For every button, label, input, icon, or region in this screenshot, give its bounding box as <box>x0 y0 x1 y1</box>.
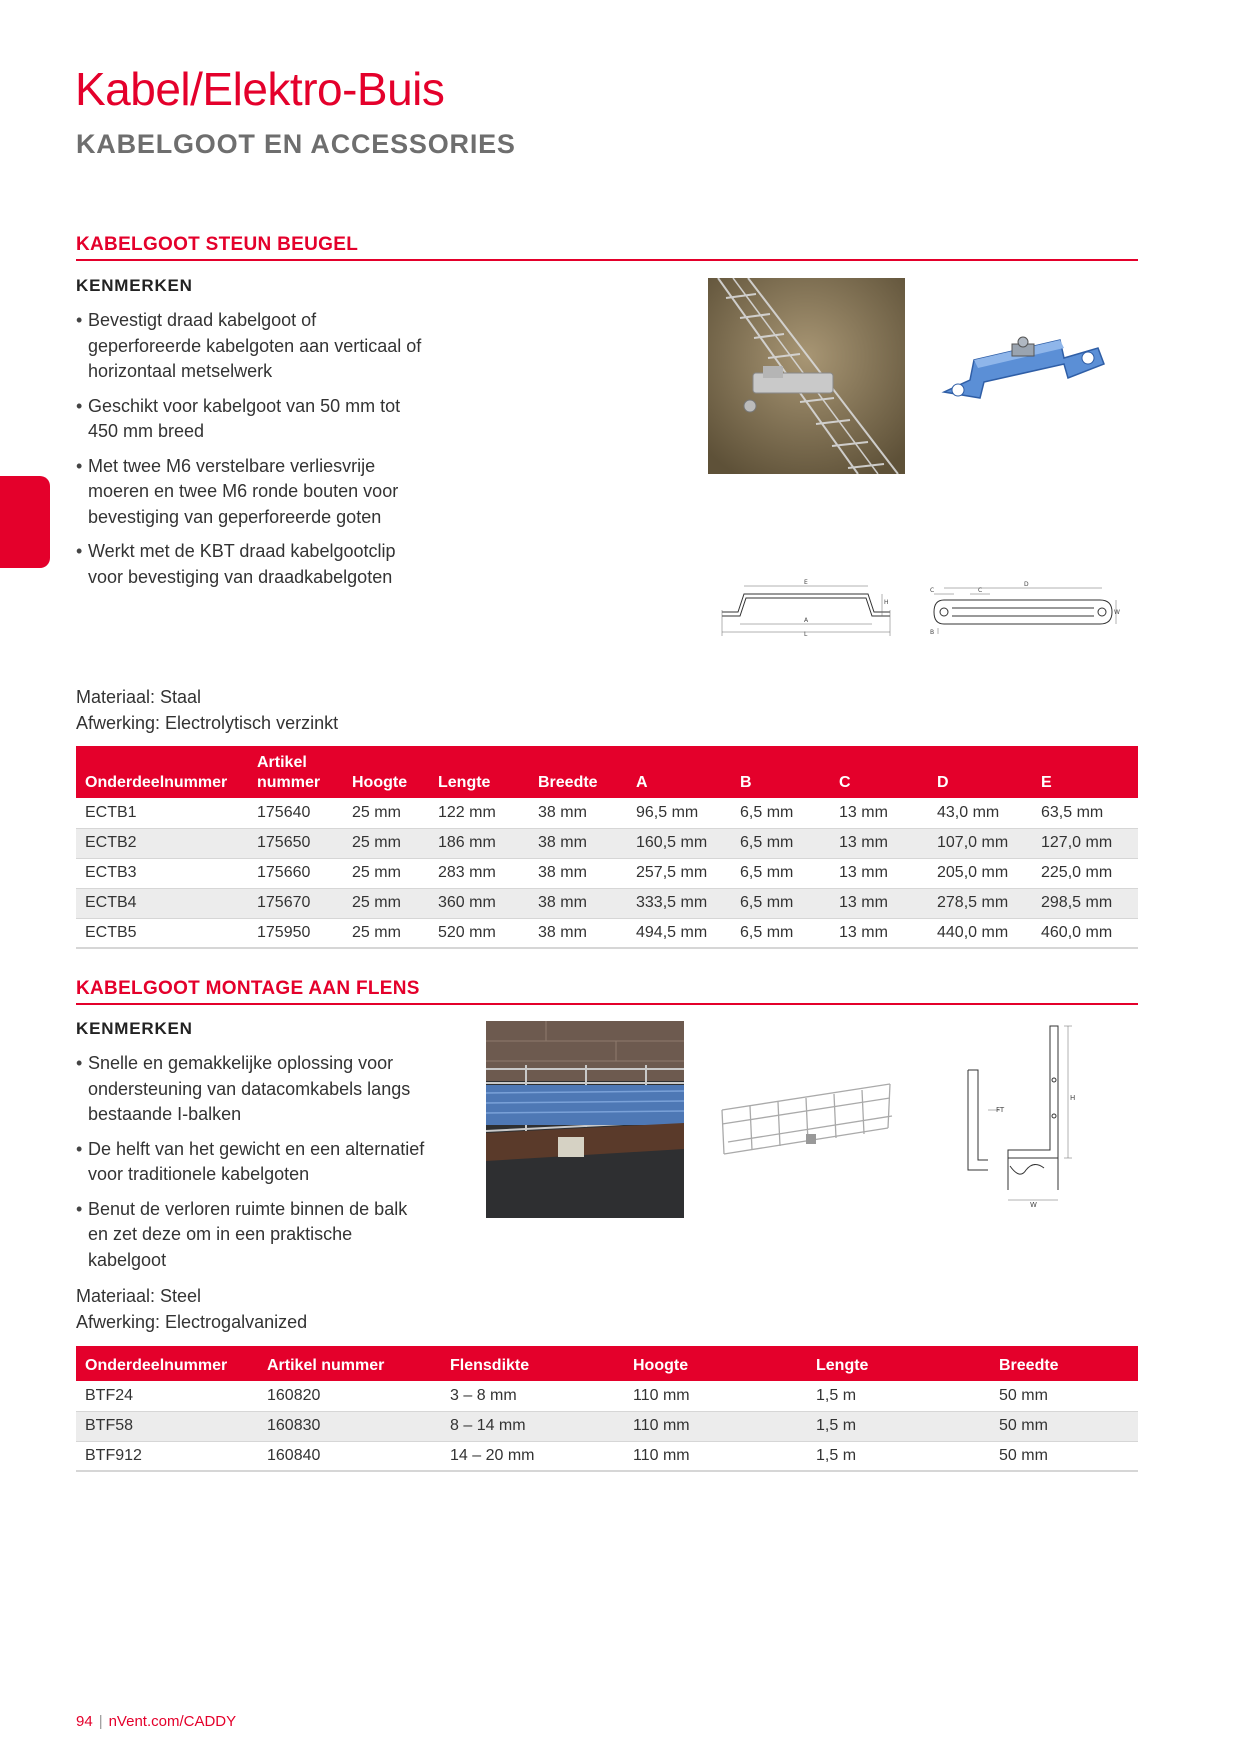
table-cell: 50 mm <box>990 1441 1138 1471</box>
dimension-label-w: W <box>1030 1201 1037 1208</box>
table-header <box>928 746 1032 798</box>
table-cell: 3 – 8 mm <box>441 1381 624 1411</box>
table-cell: 96,5 mm <box>627 798 731 828</box>
table-cell: 1,5 m <box>807 1441 990 1471</box>
table-cell: 257,5 mm <box>627 858 731 888</box>
table-cell: 38 mm <box>529 858 627 888</box>
table-cell: 6,5 mm <box>731 888 830 918</box>
table-cell: 8 – 14 mm <box>441 1411 624 1441</box>
product-render-wire-tray <box>720 1080 895 1160</box>
table-header: Lengte <box>807 1346 990 1381</box>
finish-text: Afwerking: Electrogalvanized <box>76 1311 308 1332</box>
section-title-steun-beugel: KABELGOOT STEUN BEUGEL <box>76 234 1138 261</box>
list-item: • Met twee M6 verstelbare verliesvrije moeren en twee M6 ronde bouten voor bevestiging van geperforeerde goten <box>76 454 426 531</box>
table-header: Onderdeelnummer <box>76 1346 258 1381</box>
product-render-bracket <box>940 330 1108 410</box>
footer <box>76 1713 236 1730</box>
table-cell: 175650 <box>248 828 343 858</box>
table-header-line: E <box>1041 774 1052 791</box>
table-header <box>1032 746 1138 798</box>
table-cell: 440,0 mm <box>928 918 1032 948</box>
table-header-line: A <box>636 774 648 791</box>
table-cell: 6,5 mm <box>731 858 830 888</box>
table-cell: 43,0 mm <box>928 798 1032 828</box>
table-cell: 63,5 mm <box>1032 798 1138 828</box>
technical-drawing-side <box>718 572 896 638</box>
table-row <box>76 1411 1138 1441</box>
table-cell: 160830 <box>258 1411 441 1441</box>
dimension-label-h: H <box>1070 1094 1076 1102</box>
material-text: Materiaal: Staal <box>76 687 202 707</box>
table-header-line: Artikel <box>257 754 307 771</box>
table-header <box>529 746 627 798</box>
table-header-line: Breedte <box>538 774 598 791</box>
table-cell: 13 mm <box>830 858 928 888</box>
dimension-label-e: E <box>804 579 808 586</box>
dimension-label-w: W <box>1114 609 1120 616</box>
table-cell: ECTB1 <box>76 798 248 828</box>
spec-table-montage-flens <box>76 1346 1138 1472</box>
table-cell: 38 mm <box>529 918 627 948</box>
table-cell: 298,5 mm <box>1032 888 1138 918</box>
footer-separator: | <box>98 1713 103 1730</box>
product-photo-beam <box>486 1021 684 1218</box>
product-photo-installed <box>708 278 905 474</box>
table-cell: 25 mm <box>343 888 429 918</box>
table-header <box>343 746 429 798</box>
table-cell: ECTB4 <box>76 888 248 918</box>
technical-drawing-flange <box>960 1020 1090 1208</box>
dimension-label-b: B <box>930 629 935 636</box>
list-item: • Benut de verloren ruimte binnen de balk en zet deze om in een praktische kabelgoot <box>76 1197 426 1274</box>
section-title-montage-flens: KABELGOOT MONTAGE AAN FLENS <box>76 978 1138 1005</box>
table-cell: 520 mm <box>429 918 529 948</box>
table-header <box>76 746 248 798</box>
table-cell: 25 mm <box>343 798 429 828</box>
table-header: Breedte <box>990 1346 1138 1381</box>
table-cell: 13 mm <box>830 918 928 948</box>
table-cell: 38 mm <box>529 798 627 828</box>
table-cell: 6,5 mm <box>731 828 830 858</box>
table-cell: 25 mm <box>343 828 429 858</box>
table-cell: 110 mm <box>624 1441 807 1471</box>
table-cell: BTF24 <box>76 1381 258 1411</box>
table-cell: 205,0 mm <box>928 858 1032 888</box>
feature-list <box>76 308 426 599</box>
dimension-label-a: A <box>804 617 809 624</box>
table-cell: 6,5 mm <box>731 918 830 948</box>
chapter-tab <box>0 476 50 568</box>
dimension-label-ft: FT <box>996 1106 1005 1114</box>
table-cell: BTF58 <box>76 1411 258 1441</box>
table-row <box>76 1441 1138 1471</box>
table-cell: 38 mm <box>529 888 627 918</box>
list-item: • Geschikt voor kabelgoot van 50 mm tot 450 mm breed <box>76 394 426 445</box>
technical-drawing-top <box>930 578 1120 636</box>
table-row <box>76 918 1138 948</box>
page-subtitle: KABELGOOT EN ACCESSORIES <box>76 129 516 159</box>
table-cell: 38 mm <box>529 828 627 858</box>
table-cell: ECTB5 <box>76 918 248 948</box>
table-header <box>248 746 343 798</box>
table-cell: 122 mm <box>429 798 529 828</box>
table-cell: 107,0 mm <box>928 828 1032 858</box>
table-cell: 50 mm <box>990 1381 1138 1411</box>
list-item: • Bevestigt draad kabelgoot of geperforeerde kabelgoten aan verticaal of horizontaal metselwerk <box>76 308 426 385</box>
table-cell: 1,5 m <box>807 1411 990 1441</box>
table-cell: 160820 <box>258 1381 441 1411</box>
table-cell: 278,5 mm <box>928 888 1032 918</box>
table-header <box>429 746 529 798</box>
table-cell: 160,5 mm <box>627 828 731 858</box>
table-cell: ECTB3 <box>76 858 248 888</box>
table-row <box>76 828 1138 858</box>
table-row <box>76 858 1138 888</box>
table-cell: 13 mm <box>830 828 928 858</box>
table-cell: 127,0 mm <box>1032 828 1138 858</box>
table-cell: 160840 <box>258 1441 441 1471</box>
table-header <box>830 746 928 798</box>
table-cell: ECTB2 <box>76 828 248 858</box>
material-info <box>76 1284 307 1335</box>
dimension-label-c: C <box>978 587 983 594</box>
table-cell: 360 mm <box>429 888 529 918</box>
material-info <box>76 685 338 736</box>
table-cell: 6,5 mm <box>731 798 830 828</box>
table-cell: 283 mm <box>429 858 529 888</box>
table-cell: 25 mm <box>343 858 429 888</box>
table-header-line: B <box>740 774 752 791</box>
table-cell: 110 mm <box>624 1381 807 1411</box>
table-cell: 14 – 20 mm <box>441 1441 624 1471</box>
table-cell: 175660 <box>248 858 343 888</box>
table-header-line: nummer <box>257 774 321 791</box>
table-header-line: Onderdeelnummer <box>85 774 228 791</box>
table-cell: 175640 <box>248 798 343 828</box>
table-header: Hoogte <box>624 1346 807 1381</box>
table-header: Flensdikte <box>441 1346 624 1381</box>
table-cell: 1,5 m <box>807 1381 990 1411</box>
table-header <box>731 746 830 798</box>
table-cell: 13 mm <box>830 798 928 828</box>
table-cell: 13 mm <box>830 888 928 918</box>
table-cell: 175670 <box>248 888 343 918</box>
table-header-line: Lengte <box>438 774 491 791</box>
table-header-line: Hoogte <box>352 774 408 791</box>
table-row <box>76 798 1138 828</box>
table-cell: 50 mm <box>990 1411 1138 1441</box>
spec-table-steun-beugel <box>76 746 1138 949</box>
table-cell: 494,5 mm <box>627 918 731 948</box>
dimension-label-h: H <box>884 599 889 606</box>
table-header <box>627 746 731 798</box>
list-item: • De helft van het gewicht en een alternatief voor traditionele kabelgoten <box>76 1137 426 1188</box>
table-cell: 25 mm <box>343 918 429 948</box>
finish-text: Afwerking: Electrolytisch verzinkt <box>76 712 339 733</box>
table-cell: 225,0 mm <box>1032 858 1138 888</box>
material-text: Materiaal: Steel <box>76 1286 202 1306</box>
list-item: • Snelle en gemakkelijke oplossing voor ondersteuning van datacomkabels langs bestaande I-balken <box>76 1051 426 1128</box>
table-header: Artikel nummer <box>258 1346 441 1381</box>
page-number: 94 <box>76 1713 93 1730</box>
feature-list <box>76 1051 426 1282</box>
features-title: KENMERKEN <box>76 276 193 295</box>
table-cell: 460,0 mm <box>1032 918 1138 948</box>
dimension-label-c: C <box>930 587 935 594</box>
table-row <box>76 1381 1138 1411</box>
table-cell: 186 mm <box>429 828 529 858</box>
table-cell: 110 mm <box>624 1411 807 1441</box>
dimension-label-d: D <box>1024 581 1029 588</box>
footer-url[interactable]: nVent.com/CADDY <box>108 1713 237 1730</box>
features-title: KENMERKEN <box>76 1019 193 1038</box>
table-cell: 175950 <box>248 918 343 948</box>
table-header-line: C <box>839 774 851 791</box>
page-title: Kabel/Elektro-Buis <box>75 63 445 115</box>
table-header-line: D <box>937 774 949 791</box>
table-cell: 333,5 mm <box>627 888 731 918</box>
table-cell: BTF912 <box>76 1441 258 1471</box>
dimension-label-l: L <box>804 631 808 638</box>
list-item: • Werkt met de KBT draad kabelgootclip voor bevestiging van draadkabelgoten <box>76 539 426 590</box>
table-row <box>76 888 1138 918</box>
